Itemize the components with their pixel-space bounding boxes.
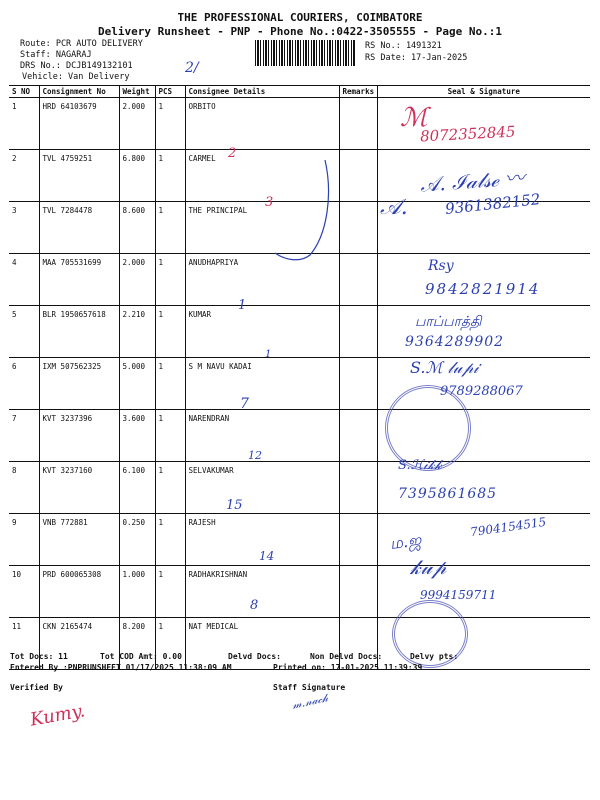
company-title: THE PROFESSIONAL COURIERS, COIMBATORE [177, 11, 423, 24]
handwritten-mark-row8: 12 [248, 449, 262, 462]
vehicle-label: Vehicle: Van Delivery [22, 72, 130, 82]
cell-weight: 2.000 [119, 98, 155, 150]
signature-2-scribble: 𝒜. ℐ𝒶𝓁𝓈ℯ 〰 [419, 165, 526, 197]
signature-5-tamil: பாப்பாத்தி [415, 314, 482, 330]
delivered-docs: Delvd Docs: [228, 652, 281, 661]
signature-9-phone: 7904154515 [469, 514, 547, 540]
cell-consignee: NARENDRAN [185, 410, 339, 462]
cell-pcs: 1 [155, 306, 185, 358]
cell-pcs: 1 [155, 514, 185, 566]
top-handwritten-mark: 2/ [185, 60, 199, 76]
cell-sno: 8 [9, 462, 39, 514]
cell-consignee: RADHAKRISHNAN [185, 566, 339, 618]
signature-1-scribble: ℳ [400, 103, 428, 133]
handwritten-mark-row6: 1 [265, 349, 272, 360]
cell-pcs: 1 [155, 150, 185, 202]
cell-weight: 5.000 [119, 358, 155, 410]
cell-consignment: MAA 705531699 [39, 254, 119, 306]
cell-sno: 2 [9, 150, 39, 202]
rs-date: RS Date: 17-Jan-2025 [365, 53, 468, 63]
col-header-remarks: Remarks [339, 86, 377, 98]
cell-weight: 8.200 [119, 618, 155, 670]
cell-sno: 9 [9, 514, 39, 566]
delivery-points: Delvy pts: [410, 652, 459, 661]
col-header-pcs: PCS [155, 86, 185, 98]
total-cod-amount: Tot COD Amt: 0.00 [100, 652, 182, 661]
signature-6-scribble: S.ℳ 𝓁𝓊𝓅𝒾 [410, 358, 479, 377]
cell-weight: 2.000 [119, 254, 155, 306]
cell-remarks [339, 150, 377, 202]
runsheet-subtitle: Delivery Runsheet - PNP - Phone No.:0422-3505555 - Page No.:1 [98, 25, 502, 38]
table-row [9, 410, 590, 462]
signature-1-phone: 8072352845 [419, 122, 516, 146]
cell-sno: 4 [9, 254, 39, 306]
cell-remarks [339, 410, 377, 462]
cell-sno: 1 [9, 98, 39, 150]
cell-pcs: 1 [155, 462, 185, 514]
cell-remarks [339, 254, 377, 306]
signature-9-scribble: ம.ஜ [388, 529, 423, 554]
cell-weight: 6.100 [119, 462, 155, 514]
cell-weight: 0.250 [119, 514, 155, 566]
cell-remarks [339, 98, 377, 150]
cell-sno: 10 [9, 566, 39, 618]
col-header-consignee: Consignee Details [185, 86, 339, 98]
cell-remarks [339, 306, 377, 358]
table-row [9, 462, 590, 514]
table-row [9, 566, 590, 618]
handwritten-mark-row7: 7 [240, 396, 249, 412]
cell-consignee: SELVAKUMAR [185, 462, 339, 514]
col-header-consignment: Consignment No [39, 86, 119, 98]
barcode [255, 40, 355, 66]
cell-remarks [339, 514, 377, 566]
col-header-sno: S NO [9, 86, 39, 98]
cell-consignment: PRD 600065308 [39, 566, 119, 618]
cell-pcs: 1 [155, 618, 185, 670]
cell-pcs: 1 [155, 358, 185, 410]
rs-number: RS No.: 1491321 [365, 41, 442, 51]
cell-pcs: 1 [155, 410, 185, 462]
staff-label: Staff: NAGARAJ [20, 50, 92, 60]
cell-weight: 2.210 [119, 306, 155, 358]
cell-consignee: KUMAR [185, 306, 339, 358]
cell-consignment: KVT 3237160 [39, 462, 119, 514]
signature-3-phone: 9361382152 [444, 190, 542, 218]
staff-signature-scribble: 𝓂.𝓃𝒶𝒸𝒽 [290, 691, 330, 712]
cell-weight: 8.600 [119, 202, 155, 254]
cell-consignment: TVL 4759251 [39, 150, 119, 202]
printed-on: Printed on: 17-01-2025 11:39:39 [273, 663, 423, 672]
table-row [9, 618, 590, 670]
cell-consignment: IXM 507562325 [39, 358, 119, 410]
cell-consignment: CKN 2165474 [39, 618, 119, 670]
cell-pcs: 1 [155, 566, 185, 618]
cell-consignment: TVL 7284478 [39, 202, 119, 254]
signature-10-phone: 9994159711 [420, 588, 497, 602]
signature-4-scribble: Rsy [428, 258, 454, 274]
verified-initials: Kumy. [28, 700, 87, 731]
cell-remarks [339, 358, 377, 410]
handwritten-mark-row9: 15 [226, 498, 243, 513]
cell-pcs: 1 [155, 254, 185, 306]
cell-consignment: BLR 1950657618 [39, 306, 119, 358]
handwritten-mark-row5: 1 [238, 298, 247, 313]
cell-consignee: S M NAVU KADAI [185, 358, 339, 410]
cell-remarks [339, 462, 377, 514]
signature-10-scribble: 𝓀𝓊𝓅 [410, 555, 447, 579]
handwritten-mark-row11: 8 [250, 598, 259, 613]
cell-consignee: CARMEL [185, 150, 339, 202]
drs-number: DRS No.: DCJB149132101 [20, 61, 133, 71]
cell-pcs: 1 [155, 202, 185, 254]
cell-sno: 7 [9, 410, 39, 462]
route-label: Route: PCR AUTO DELIVERY [20, 39, 143, 49]
signature-6-phone: 9789288067 [440, 384, 523, 399]
handwritten-mark-row2: 2 [228, 146, 237, 161]
pen-stroke [255, 155, 335, 265]
cell-consignee: RAJESH [185, 514, 339, 566]
cell-remarks [339, 202, 377, 254]
cell-pcs: 1 [155, 98, 185, 150]
entered-by: Entered By :PNPRUNSHEET 01/17/2025 11:38:09 AM [10, 663, 232, 672]
signature-5-phone: 9364289902 [405, 334, 505, 350]
staff-signature-label: Staff Signature [273, 683, 346, 692]
cell-consignment: HRD 64103679 [39, 98, 119, 150]
col-header-weight: Weight [119, 86, 155, 98]
cell-consignee: ORBITO [185, 98, 339, 150]
signature-8-phone: 7395861685 [398, 486, 498, 502]
cell-consignee: NAT MEDICAL [185, 618, 339, 670]
handwritten-mark-row10: 14 [259, 549, 275, 563]
signature-8-scribble: S.ℋ𝒾𝓀𝓀 [398, 458, 442, 473]
cell-sno: 5 [9, 306, 39, 358]
cell-weight: 6.800 [119, 150, 155, 202]
signature-4-phone: 9842821914 [425, 280, 541, 298]
handwritten-mark-row3: 3 [265, 195, 274, 210]
cell-consignment: VNB 772881 [39, 514, 119, 566]
non-delivered-docs: Non Delvd Docs: [310, 652, 383, 661]
cell-consignment: KVT 3237396 [39, 410, 119, 462]
cell-weight: 1.000 [119, 566, 155, 618]
cell-sno: 6 [9, 358, 39, 410]
cell-weight: 3.600 [119, 410, 155, 462]
cell-remarks [339, 566, 377, 618]
col-header-signature: Seal & Signature [377, 86, 590, 98]
verified-by-label: Verified By [10, 683, 63, 692]
cell-consignee: THE PRINCIPAL [185, 202, 339, 254]
cell-consignee: ANUDHAPRIYA [185, 254, 339, 306]
cell-sno: 3 [9, 202, 39, 254]
total-docs: Tot Docs: 11 [10, 652, 68, 661]
table-header-row [9, 86, 590, 98]
cell-sno: 11 [9, 618, 39, 670]
signature-3-scribble: 𝒜. [380, 195, 408, 220]
cell-remarks [339, 618, 377, 670]
